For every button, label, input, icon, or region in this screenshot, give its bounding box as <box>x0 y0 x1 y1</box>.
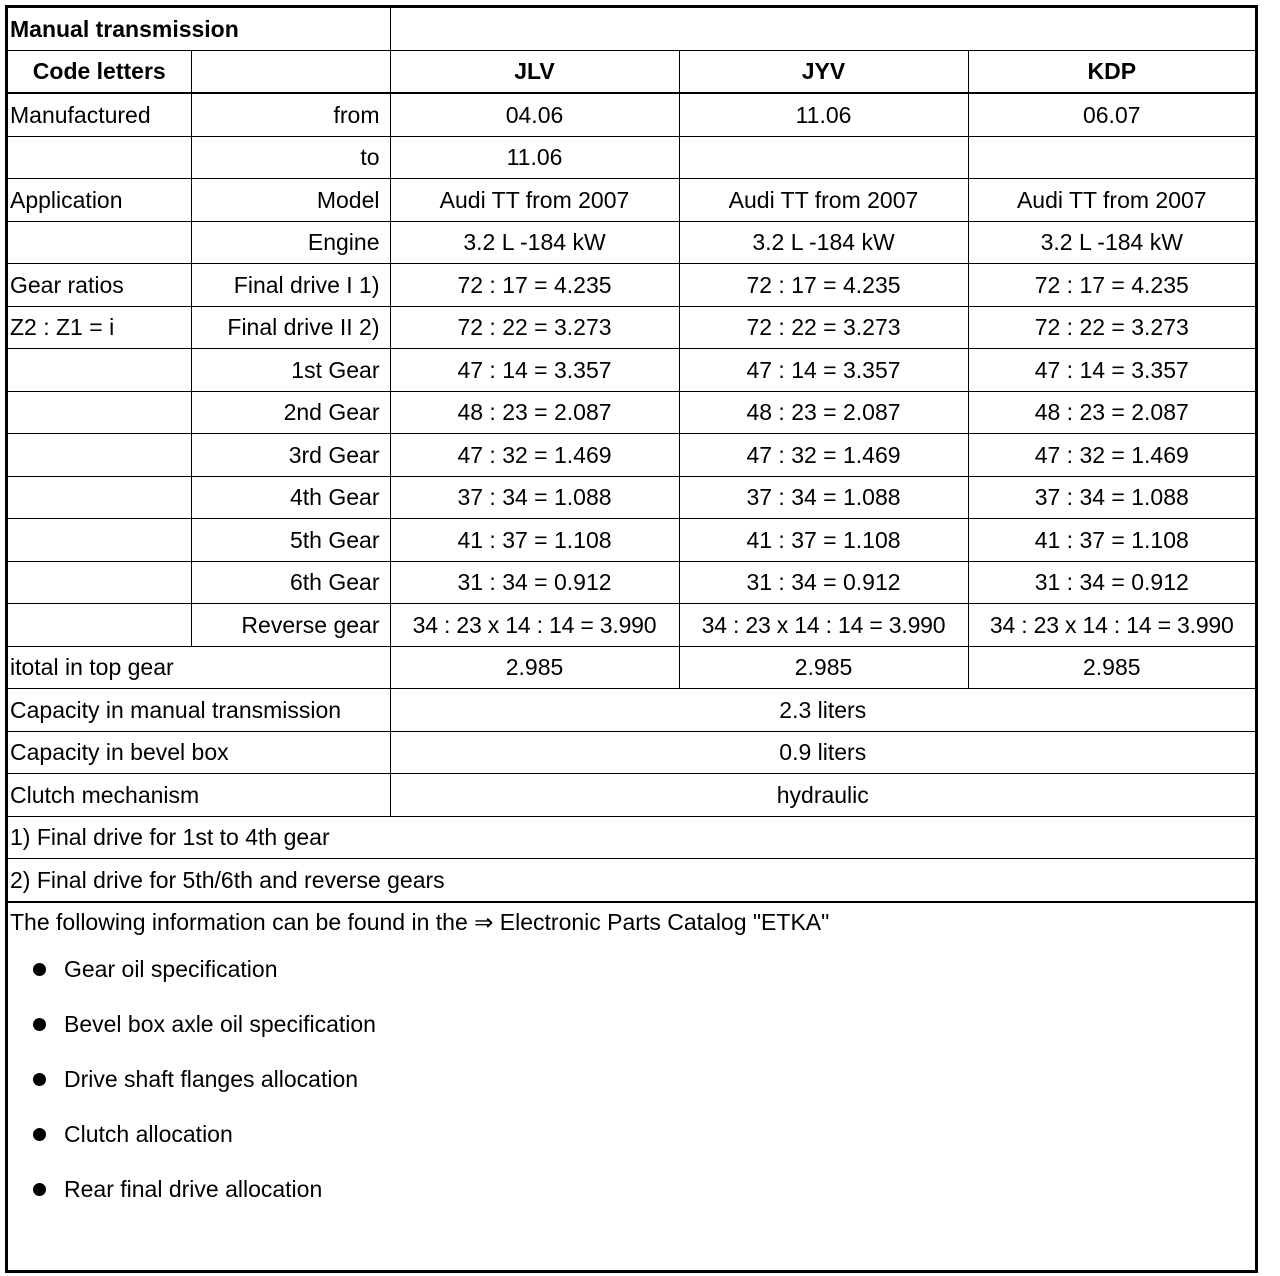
footnote-2: 2) Final drive for 5th/6th and reverse gears <box>8 859 1255 902</box>
gear-value: 47 : 32 = 1.469 <box>968 434 1255 477</box>
gear-value: 37 : 34 = 1.088 <box>679 476 968 519</box>
gear-value: 72 : 17 = 4.235 <box>679 264 968 307</box>
itotal-label: itotal in top gear <box>8 646 390 689</box>
list-item-label: Bevel box axle oil specification <box>64 1010 376 1037</box>
empty-cell <box>8 221 191 264</box>
gear-label: 5th Gear <box>191 519 390 562</box>
capacity-mt-value: 2.3 liters <box>390 689 1255 732</box>
empty-cell <box>8 519 191 562</box>
gear-value: 48 : 23 = 2.087 <box>390 391 679 434</box>
itotal-jlv: 2.985 <box>390 646 679 689</box>
list-item <box>28 1121 1253 1176</box>
to-jyv <box>679 136 968 179</box>
etka-notes <box>8 902 1255 1273</box>
bullet-icon <box>33 1128 46 1141</box>
gear-label: 1st Gear <box>191 349 390 392</box>
footnote-1: 1) Final drive for 1st to 4th gear <box>8 816 1255 859</box>
empty-cell <box>390 8 1255 50</box>
bullet-icon <box>33 1183 46 1196</box>
gear-value: 48 : 23 = 2.087 <box>679 391 968 434</box>
model-label: Model <box>191 179 390 222</box>
list-item <box>28 956 1253 1011</box>
gear-label: 4th Gear <box>191 476 390 519</box>
engine-jlv: 3.2 L -184 kW <box>390 221 679 264</box>
to-kdp <box>968 136 1255 179</box>
gear-value: 72 : 17 = 4.235 <box>968 264 1255 307</box>
engine-jyv: 3.2 L -184 kW <box>679 221 968 264</box>
clutch-label: Clutch mechanism <box>8 774 390 817</box>
gear-label: Final drive I 1) <box>191 264 390 307</box>
gear-value: 47 : 32 = 1.469 <box>390 434 679 477</box>
gear-value: 37 : 34 = 1.088 <box>968 476 1255 519</box>
gear-value: 31 : 34 = 0.912 <box>390 561 679 604</box>
gear-value: 72 : 22 = 3.273 <box>679 306 968 349</box>
gear-value: 41 : 37 = 1.108 <box>679 519 968 562</box>
gear-value: 48 : 23 = 2.087 <box>968 391 1255 434</box>
to-jlv: 11.06 <box>390 136 679 179</box>
from-jyv: 11.06 <box>679 93 968 136</box>
to-label: to <box>191 136 390 179</box>
gear-value: 31 : 34 = 0.912 <box>679 561 968 604</box>
from-jlv: 04.06 <box>390 93 679 136</box>
notes-list <box>10 956 1253 1231</box>
gear-label: 3rd Gear <box>191 434 390 477</box>
itotal-kdp: 2.985 <box>968 646 1255 689</box>
gear-value: 41 : 37 = 1.108 <box>968 519 1255 562</box>
gear-value: 72 : 17 = 4.235 <box>390 264 679 307</box>
gear-ratios-label: Gear ratios <box>8 264 191 307</box>
capacity-mt-label: Capacity in manual transmission <box>8 689 390 732</box>
empty-cell <box>8 434 191 477</box>
bullet-icon <box>33 1018 46 1031</box>
spec-sheet <box>5 5 1258 1273</box>
code-kdp: KDP <box>968 50 1255 93</box>
engine-label: Engine <box>191 221 390 264</box>
empty-cell <box>8 349 191 392</box>
gear-value: 47 : 14 = 3.357 <box>390 349 679 392</box>
application-label: Application <box>8 179 191 222</box>
empty-cell <box>8 476 191 519</box>
manufactured-label: Manufactured <box>8 93 191 136</box>
bullet-icon <box>33 963 46 976</box>
gear-value: 34 : 23 x 14 : 14 = 3.990 <box>390 604 679 647</box>
from-kdp: 06.07 <box>968 93 1255 136</box>
formula-label: Z2 : Z1 = i <box>8 306 191 349</box>
gear-value: 37 : 34 = 1.088 <box>390 476 679 519</box>
gear-value: 34 : 23 x 14 : 14 = 3.990 <box>679 604 968 647</box>
engine-kdp: 3.2 L -184 kW <box>968 221 1255 264</box>
from-label: from <box>191 93 390 136</box>
gear-value: 31 : 34 = 0.912 <box>968 561 1255 604</box>
list-item <box>28 1011 1253 1066</box>
clutch-value: hydraulic <box>390 774 1255 817</box>
gear-value: 72 : 22 = 3.273 <box>390 306 679 349</box>
list-item-label: Drive shaft flanges allocation <box>64 1065 359 1092</box>
list-item <box>28 1176 1253 1231</box>
list-item-label: Gear oil specification <box>64 955 278 982</box>
model-jyv: Audi TT from 2007 <box>679 179 968 222</box>
gear-label: Final drive II 2) <box>191 306 390 349</box>
list-item-label: Rear final drive allocation <box>64 1175 323 1202</box>
gear-value: 47 : 14 = 3.357 <box>679 349 968 392</box>
code-jyv: JYV <box>679 50 968 93</box>
model-jlv: Audi TT from 2007 <box>390 179 679 222</box>
gear-value: 72 : 22 = 3.273 <box>968 306 1255 349</box>
empty-cell <box>8 604 191 647</box>
code-letters-label: Code letters <box>8 50 191 93</box>
gear-value: 47 : 32 = 1.469 <box>679 434 968 477</box>
model-kdp: Audi TT from 2007 <box>968 179 1255 222</box>
empty-cell <box>8 391 191 434</box>
empty-cell <box>191 50 390 93</box>
gear-label: Reverse gear <box>191 604 390 647</box>
empty-cell <box>8 561 191 604</box>
gear-value: 34 : 23 x 14 : 14 = 3.990 <box>968 604 1255 647</box>
code-jlv: JLV <box>390 50 679 93</box>
capacity-bevel-value: 0.9 liters <box>390 731 1255 774</box>
empty-cell <box>8 136 191 179</box>
capacity-bevel-label: Capacity in bevel box <box>8 731 390 774</box>
table-title: Manual transmission <box>8 8 390 50</box>
gear-label: 2nd Gear <box>191 391 390 434</box>
transmission-spec-table <box>8 8 1255 902</box>
gear-value: 47 : 14 = 3.357 <box>968 349 1255 392</box>
bullet-icon <box>33 1073 46 1086</box>
list-item-label: Clutch allocation <box>64 1120 233 1147</box>
itotal-jyv: 2.985 <box>679 646 968 689</box>
list-item <box>28 1066 1253 1121</box>
gear-value: 41 : 37 = 1.108 <box>390 519 679 562</box>
notes-intro: The following information can be found in the ⇒ Electronic Parts Catalog "ETKA" <box>10 908 830 935</box>
gear-label: 6th Gear <box>191 561 390 604</box>
